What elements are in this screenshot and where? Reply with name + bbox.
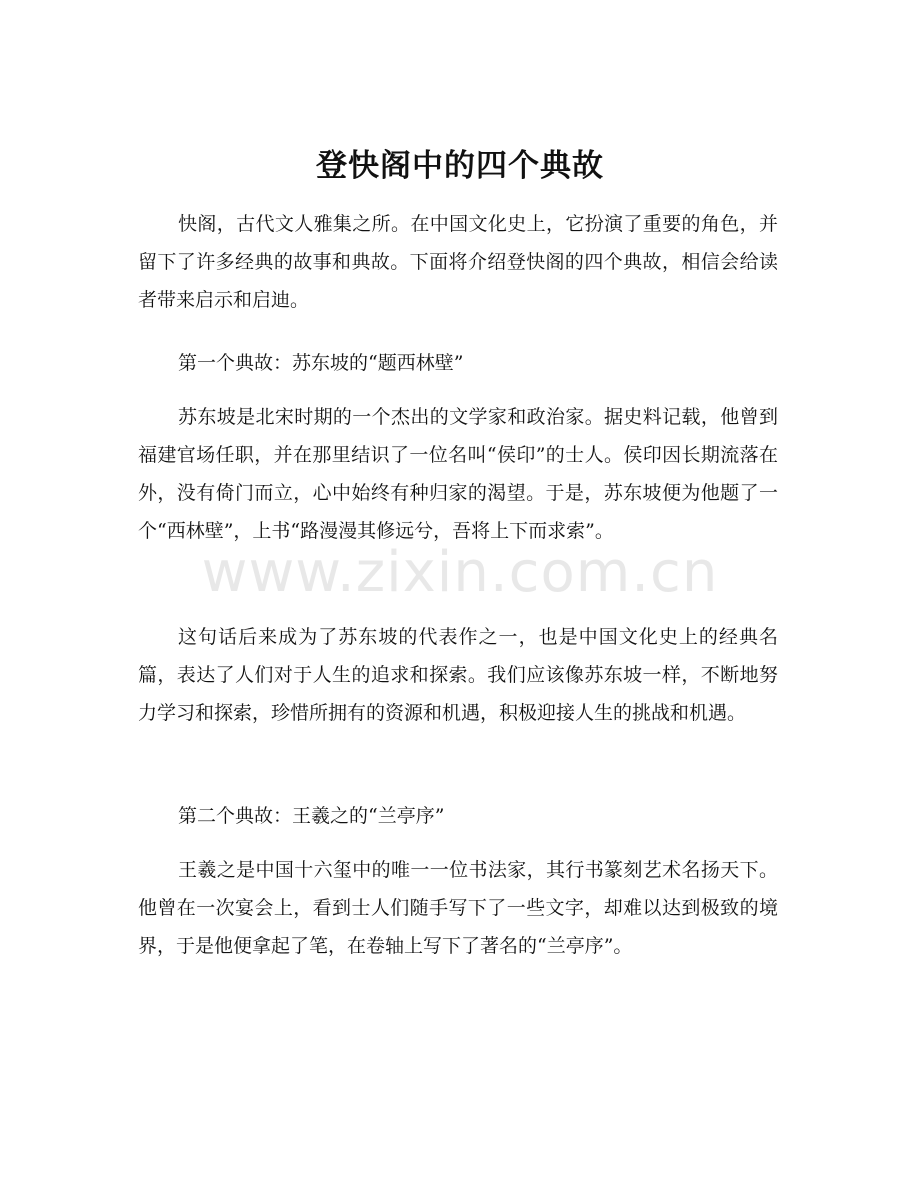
story1-paragraph-2: 这句话后来成为了苏东坡的代表作之一，也是中国文化史上的经典名篇，表达了人们对于人生的追求和探索。我们应该像苏东坡一样，不断地努力学习和探索，珍惜所拥有的资源和机遇，积极迎接人生的挑战和机遇。	[138, 626, 778, 724]
story1-paragraph-1: 苏东坡是北宋时期的一个杰出的文学家和政治家。据史料记载，他曾到福建官场任职，并在那里结识了一位名叫“侯印”的士人。侯印因长期流落在外，没有倚门而立，心中始终有种归家的渴望。于是，苏东坡便为他题了一个“西林壁”，上书“路漫漫其修远兮，吾将上下而求索”。	[138, 406, 778, 542]
story1-heading: 第一个典故：苏东坡的“题西林壁”	[178, 352, 464, 374]
page-title: 登快阁中的四个典故	[316, 148, 604, 184]
story2-paragraph-1: 王羲之是中国十六玺中的唯一一位书法家，其行书篆刻艺术名扬天下。他曾在一次宴会上，看到士人们随手写下了一些文字，却难以达到极致的境界，于是他便拿起了笔，在卷轴上写下了著名的“兰亭序”。	[138, 859, 778, 957]
watermark-text: www.zixin.com.cn	[201, 540, 719, 605]
intro-paragraph: 快阁，古代文人雅集之所。在中国文化史上，它扮演了重要的角色，并留下了许多经典的故事和典故。下面将介绍登快阁的四个典故，相信会给读者带来启示和启迪。	[138, 213, 778, 311]
story2-heading: 第二个典故：王羲之的“兰亭序”	[178, 805, 445, 827]
